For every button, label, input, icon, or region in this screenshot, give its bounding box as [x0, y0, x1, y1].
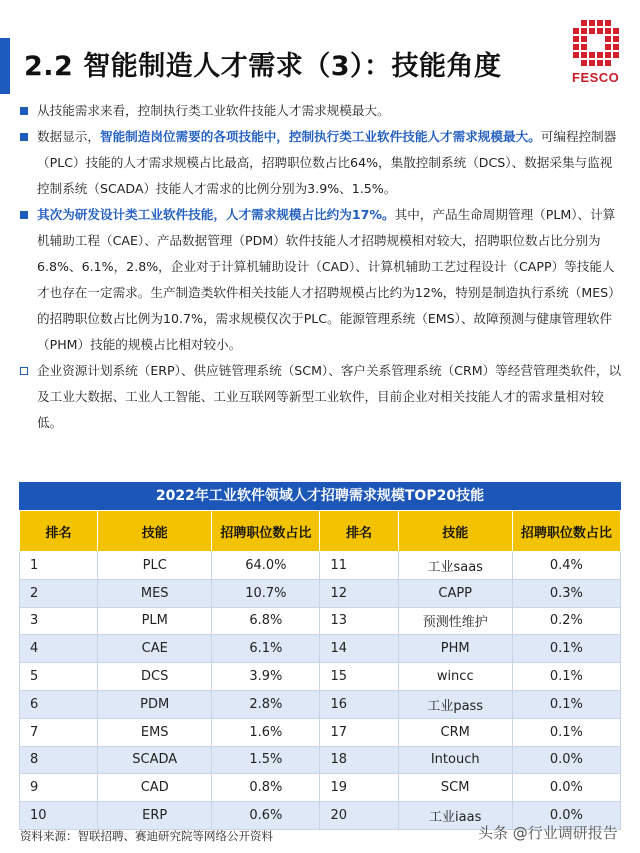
table-row	[20, 774, 621, 802]
square-bullet-icon	[20, 107, 28, 115]
cell-skill: ERP	[98, 802, 212, 830]
skills-table	[19, 510, 621, 830]
paragraph	[20, 124, 624, 202]
watermark: 头条 @行业调研报告	[478, 824, 618, 842]
cell-skill: PLC	[98, 552, 212, 580]
cell-share: 0.3%	[512, 579, 620, 607]
cell-rank: 11	[320, 552, 398, 580]
table-body	[20, 552, 621, 830]
table-row	[20, 718, 621, 746]
cell-rank: 9	[20, 774, 98, 802]
cell-share: 64.0%	[212, 552, 320, 580]
header-rank: 排名	[20, 511, 98, 552]
cell-skill: EMS	[98, 718, 212, 746]
cell-rank: 18	[320, 746, 398, 774]
cell-rank: 7	[20, 718, 98, 746]
cell-rank: 10	[20, 802, 98, 830]
cell-rank: 17	[320, 718, 398, 746]
cell-rank: 12	[320, 579, 398, 607]
paragraph-text: 可编程控制器（PLC）技能的人才需求规模占比最高，招聘职位数占比64%，集散控制系统（DCS）、数据采集与监视控制系统（SCADA）技能人才需求的比例分别为3.9%、1.5%。	[37, 129, 617, 196]
cell-skill: wincc	[398, 663, 512, 691]
table-header-row	[20, 511, 621, 552]
table-row	[20, 690, 621, 718]
cell-skill: MES	[98, 579, 212, 607]
table-row	[20, 635, 621, 663]
cell-rank: 14	[320, 635, 398, 663]
table-title: 2022年工业软件领域人才招聘需求规模TOP20技能	[19, 482, 621, 510]
highlight-text: 智能制造岗位需要的各项技能中，控制执行类工业软件技能人才需求规模最大。	[99, 129, 541, 144]
square-bullet-icon	[20, 133, 28, 141]
cell-share: 0.6%	[212, 802, 320, 830]
cell-skill: CAPP	[398, 579, 512, 607]
cell-skill: 工业iaas	[398, 802, 512, 830]
square-bullet-icon	[20, 211, 28, 219]
cell-share: 6.8%	[212, 607, 320, 635]
cell-rank: 6	[20, 690, 98, 718]
cell-skill: PDM	[98, 690, 212, 718]
cell-skill: Intouch	[398, 746, 512, 774]
cell-rank: 20	[320, 802, 398, 830]
cell-skill: 预测性维护	[398, 607, 512, 635]
cell-skill: CRM	[398, 718, 512, 746]
header-rank: 排名	[320, 511, 398, 552]
logo-dot-grid-icon	[573, 20, 624, 66]
cell-share: 3.9%	[212, 663, 320, 691]
cell-rank: 4	[20, 635, 98, 663]
table-row	[20, 663, 621, 691]
header-share: 招聘职位数占比	[212, 511, 320, 552]
paragraph	[20, 98, 624, 124]
paragraph	[20, 358, 624, 436]
paragraph	[20, 202, 624, 358]
cell-share: 1.6%	[212, 718, 320, 746]
source-note: 资料来源：智联招聘、赛迪研究院等网络公开资料	[20, 829, 273, 843]
fesco-logo	[572, 20, 624, 85]
cell-rank: 13	[320, 607, 398, 635]
table-row	[20, 579, 621, 607]
skills-table-container	[19, 482, 621, 830]
cell-share: 1.5%	[212, 746, 320, 774]
cell-share: 0.1%	[512, 690, 620, 718]
highlight-text: 其次为研发设计类工业软件技能，人才需求规模占比约为17%。	[37, 207, 395, 222]
cell-skill: PLM	[98, 607, 212, 635]
paragraph-text: 从技能需求来看，控制执行类工业软件技能人才需求规模最大。	[37, 103, 390, 118]
logo-text: FESCO	[572, 70, 620, 85]
cell-share: 6.1%	[212, 635, 320, 663]
title-accent-bar	[0, 38, 10, 94]
paragraph-text: 企业资源计划系统（ERP）、供应链管理系统（SCM）、客户关系管理系统（CRM）等经营管理类软件，以及工业大数据、工业人工智能、工业互联网等新型工业软件，目前企业对相关技能人才的需求量相对较低。	[37, 363, 622, 430]
cell-share: 0.4%	[512, 552, 620, 580]
cell-share: 0.1%	[512, 718, 620, 746]
cell-rank: 15	[320, 663, 398, 691]
header-skill: 技能	[398, 511, 512, 552]
cell-skill: SCADA	[98, 746, 212, 774]
paragraph-text: 数据显示，	[37, 129, 100, 144]
cell-share: 0.8%	[212, 774, 320, 802]
table-row	[20, 607, 621, 635]
cell-skill: SCM	[398, 774, 512, 802]
cell-share: 0.1%	[512, 635, 620, 663]
table-row	[20, 746, 621, 774]
cell-rank: 2	[20, 579, 98, 607]
cell-share: 10.7%	[212, 579, 320, 607]
cell-skill: CAD	[98, 774, 212, 802]
cell-skill: 工业saas	[398, 552, 512, 580]
page-title: 2.2 智能制造人才需求（3）：技能角度	[24, 51, 502, 82]
cell-share: 0.0%	[512, 774, 620, 802]
body-text	[20, 98, 624, 436]
cell-rank: 5	[20, 663, 98, 691]
cell-skill: PHM	[398, 635, 512, 663]
cell-rank: 8	[20, 746, 98, 774]
cell-share: 0.0%	[512, 746, 620, 774]
cell-skill: CAE	[98, 635, 212, 663]
header-share: 招聘职位数占比	[512, 511, 620, 552]
cell-share: 0.0%	[512, 802, 620, 830]
paragraph-text: 其中，产品生命周期管理（PLM）、计算机辅助工程（CAE）、产品数据管理（PDM）软件技能人才招聘规模相对较大，招聘职位数占比分别为6.8%、6.1%，2.8%，企业对于计算机辅助设计（CAD）、计算机辅助工艺过程设计（CAPP）等技能人才也存在一定需求。生产制造类软件相关技能人才招聘规模占比约为12%，特别是制造执行系统（MES）的招聘职位数占比例为10.7%，需求规模仅次于PLC。能源管理系统（EMS）、故障预测与健康管理软件（PHM）技能的规模占比相对较小。	[37, 207, 621, 352]
cell-share: 2.8%	[212, 690, 320, 718]
cell-skill: 工业pass	[398, 690, 512, 718]
cell-share: 0.2%	[512, 607, 620, 635]
header-skill: 技能	[98, 511, 212, 552]
cell-rank: 16	[320, 690, 398, 718]
cell-rank: 19	[320, 774, 398, 802]
cell-share: 0.1%	[512, 663, 620, 691]
square-bullet-outline-icon	[20, 367, 28, 375]
cell-rank: 1	[20, 552, 98, 580]
cell-skill: DCS	[98, 663, 212, 691]
cell-rank: 3	[20, 607, 98, 635]
table-row	[20, 552, 621, 580]
